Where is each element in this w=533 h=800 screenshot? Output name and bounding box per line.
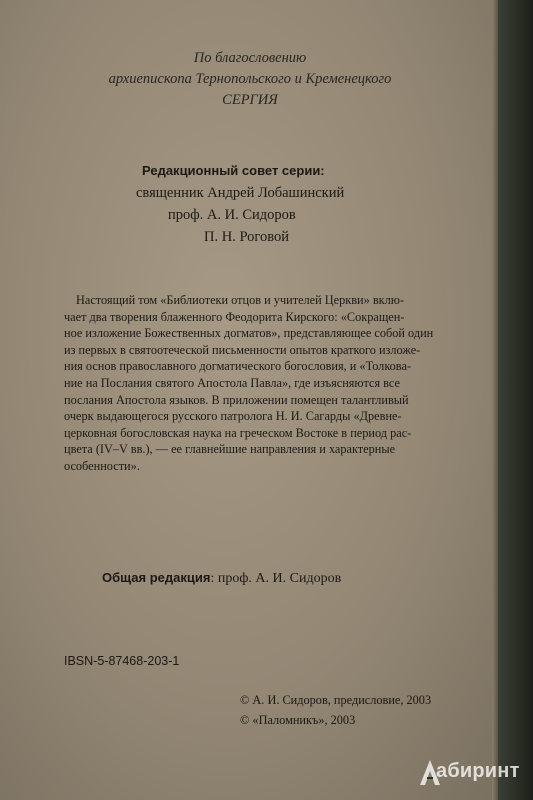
council-member: П. Н. Роговой bbox=[204, 229, 289, 245]
blessing-block bbox=[40, 48, 460, 111]
annotation-line: церковная богословская наука на греческом Востоке в период рас- bbox=[64, 425, 412, 440]
copyright-line: © А. И. Сидоров, предисловие, 2003 bbox=[240, 693, 432, 707]
annotation-line: очерк выдающегося русского патролога Н. И. Сагарды «Древне- bbox=[64, 409, 402, 424]
watermark-text: абиринт bbox=[436, 760, 520, 782]
copyright-line: © «Паломникъ», 2003 bbox=[240, 713, 356, 727]
background-strip bbox=[498, 0, 533, 800]
blessing-line: архиепископа Тернопольского и Кременецкого bbox=[108, 71, 392, 87]
editor-label: Общая редакция bbox=[102, 570, 211, 585]
blessing-line: СЕРГИЯ bbox=[222, 92, 278, 108]
annotation-line: из первых в святоотеческой письменности опытов краткого изложе- bbox=[64, 342, 421, 357]
annotation-line: Настоящий том «Библиотеки отцов и учителей Церкви» вклю- bbox=[76, 293, 405, 307]
annotation-line: ное изложение Божественных догматов», представляющее собой один bbox=[64, 326, 434, 341]
annotation-line: особенности». bbox=[64, 458, 140, 473]
council-member: проф. А. И. Сидоров bbox=[168, 207, 296, 223]
annotation-line: ние на Послания святого Апостола Павла», где изъясняются все bbox=[64, 375, 400, 390]
annotation-line: ния основ православного догматического богословия, и «Толкова- bbox=[64, 359, 412, 374]
general-editor bbox=[102, 570, 432, 587]
editor-value: : проф. А. И. Сидоров bbox=[210, 571, 342, 586]
council-member: священник Андрей Лобашинский bbox=[136, 185, 345, 201]
watermark bbox=[418, 752, 533, 792]
annotation-line: чает два творения блаженного Феодорита Кирского: «Сокращен- bbox=[64, 309, 405, 324]
annotation-paragraph bbox=[64, 292, 452, 475]
copyright-block bbox=[240, 690, 480, 730]
blessing-line: По благословению bbox=[193, 50, 307, 66]
editorial-council bbox=[120, 160, 450, 248]
council-heading: Редакционный совет серии: bbox=[142, 163, 325, 178]
isbn-number: IBSN-5-87468-203-1 bbox=[64, 654, 180, 668]
annotation-line: послания Апостола языков. В приложении помещен талантливый bbox=[64, 392, 409, 407]
annotation-line: цвета (IV–V вв.), — ее главнейшие направления и характерные bbox=[64, 442, 396, 457]
